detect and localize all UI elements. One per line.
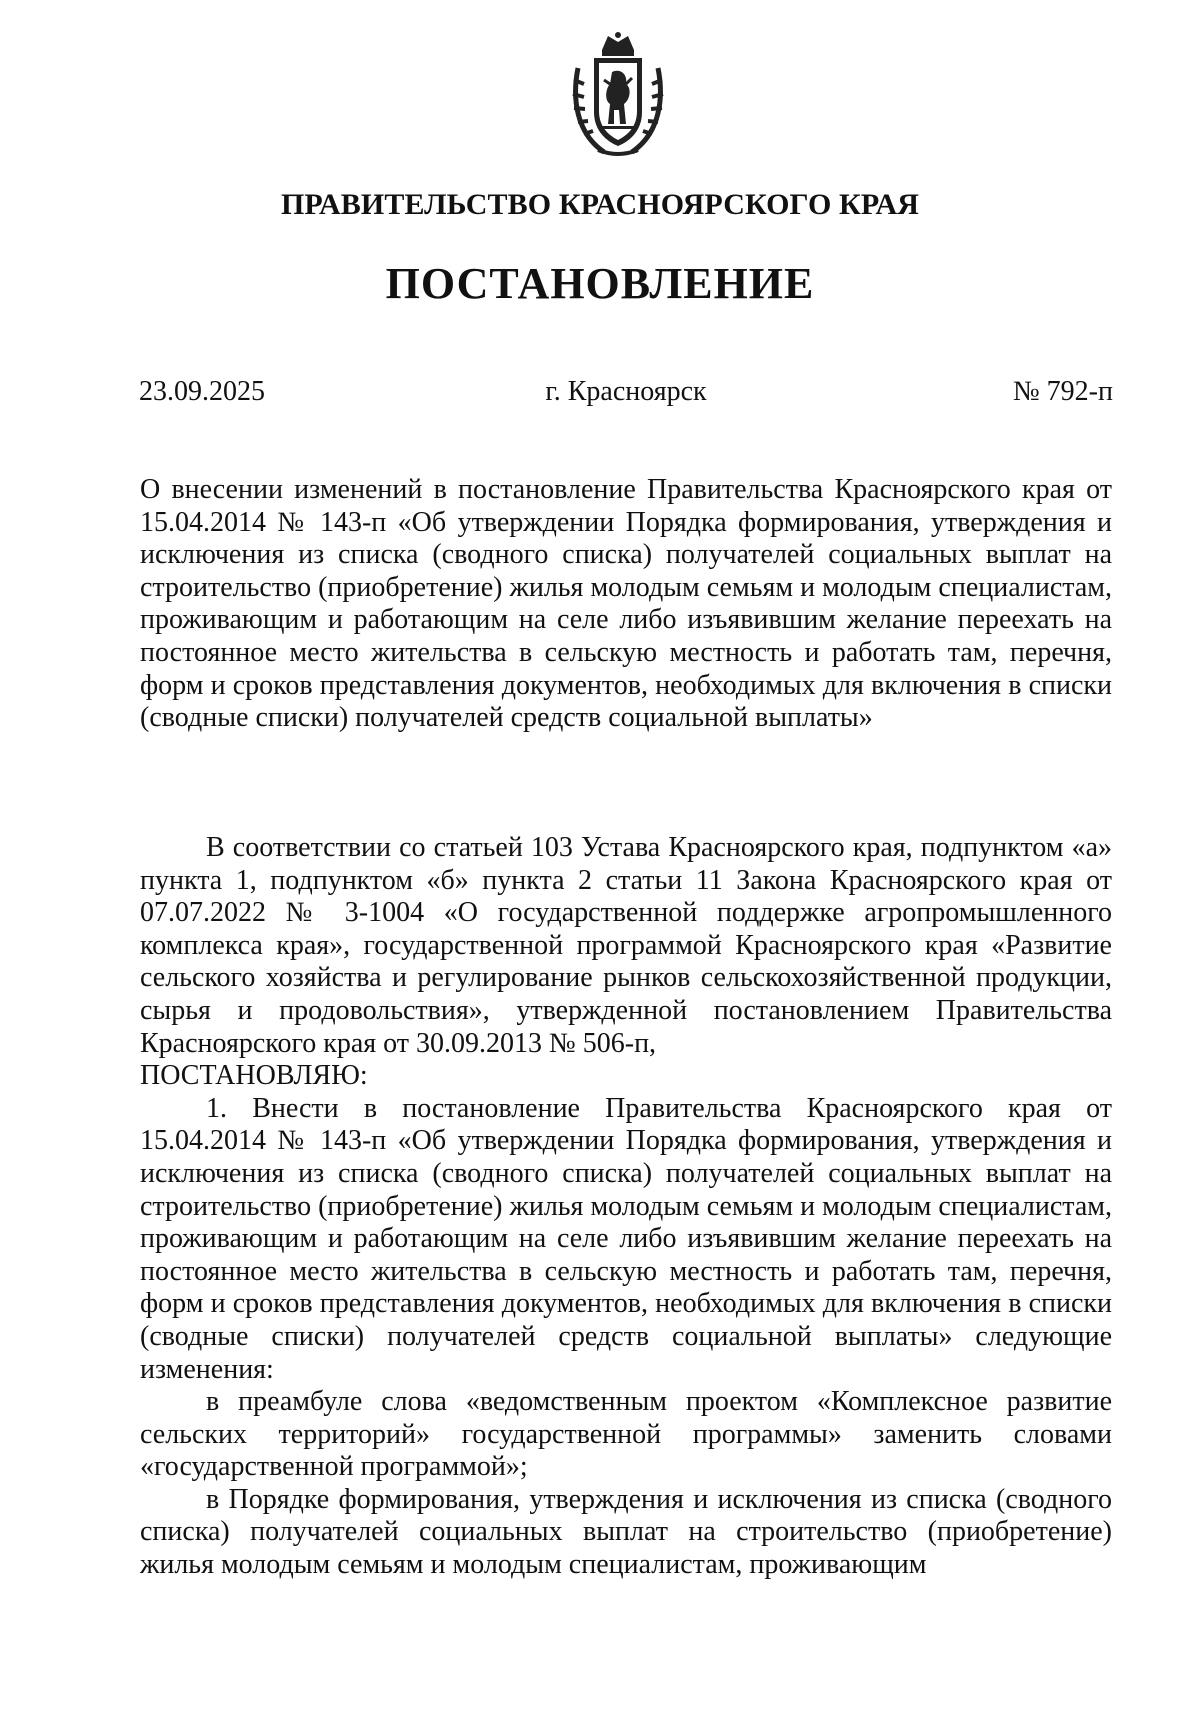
document-city: г. Красноярск (545, 376, 707, 407)
coat-of-arms-icon (564, 28, 672, 160)
subject-text: О внесении изменений в постановление Правительства Красноярского края от 15.04.2014 № 143-п «Об утверждении Порядка формирования, утверждения и исключения из списка (сводного списка) получателей социальных выплат на строительство (приобретение) жилья молодым семьям и молодым специалистам, проживающим и работающим на селе либо изъявившим желание переехать на постоянное место жительства в сельскую местность и работать там, перечня, форм и сроков представления документов, необходимых для включения в списки (сводные списки) получателей средств социальной выплаты» (140, 474, 1112, 734)
organization-title: ПРАВИТЕЛЬСТВО КРАСНОЯРСКОГО КРАЯ (281, 188, 919, 221)
document-date: 23.09.2025 (139, 376, 265, 407)
item-1-paragraph: 1. Внести в постановление Правительства Красноярского края от 15.04.2014 № 143-п «Об утверждении Порядка формирования, утверждения и исключения из списка (сводного списка) получателей социальных выплат на строительство (приобретение) жилья молодым семьям и молодым специалистам, проживающим и работающим на селе либо изъявившим желание переехать на постоянное место жительства в сельскую местность и работать там, перечня, форм и сроков представления документов, необходимых для включения в списки (сводные списки) получателей средств социальной выплаты» следующие изменения: (140, 1092, 1112, 1385)
document-subject (140, 474, 1112, 735)
document-number: № 792-п (1012, 376, 1113, 407)
change-2-paragraph: в Порядке формирования, утверждения и исключения из списка (сводного списка) получателей социальных выплат на строительство (приобретение) жилья молодым семьям и молодым специалистам, проживающим (140, 1483, 1112, 1581)
resolve-clause: ПОСТАНОВЛЯЮ: (140, 1060, 368, 1092)
document-meta (139, 376, 1113, 416)
change-1-paragraph: в преамбуле слова «ведомственным проектом «Комплексное развитие сельских территорий» государственной программы» заменить словами «государственной программой»; (140, 1386, 1112, 1483)
preamble-paragraph: В соответствии со статьей 103 Устава Красноярского края, подпунктом «а» пункта 1, подпунктом «б» пункта 2 статьи 11 Закона Красноярского края от 07.07.2022 № 3-1004 «О государственной поддержке агропромышленного комплекса края», государственной программой Красноярского края «Развитие сельского хозяйства и регулирование рынков сельскохозяйственной продукции, сырья и продовольствия», утвержденной постановлением Правительства Красноярского края от 30.09.2013 № 506-п, (140, 832, 1112, 1059)
document-type-title: ПОСТАНОВЛЕНИЕ (385, 259, 815, 308)
document-body (140, 832, 1112, 1582)
